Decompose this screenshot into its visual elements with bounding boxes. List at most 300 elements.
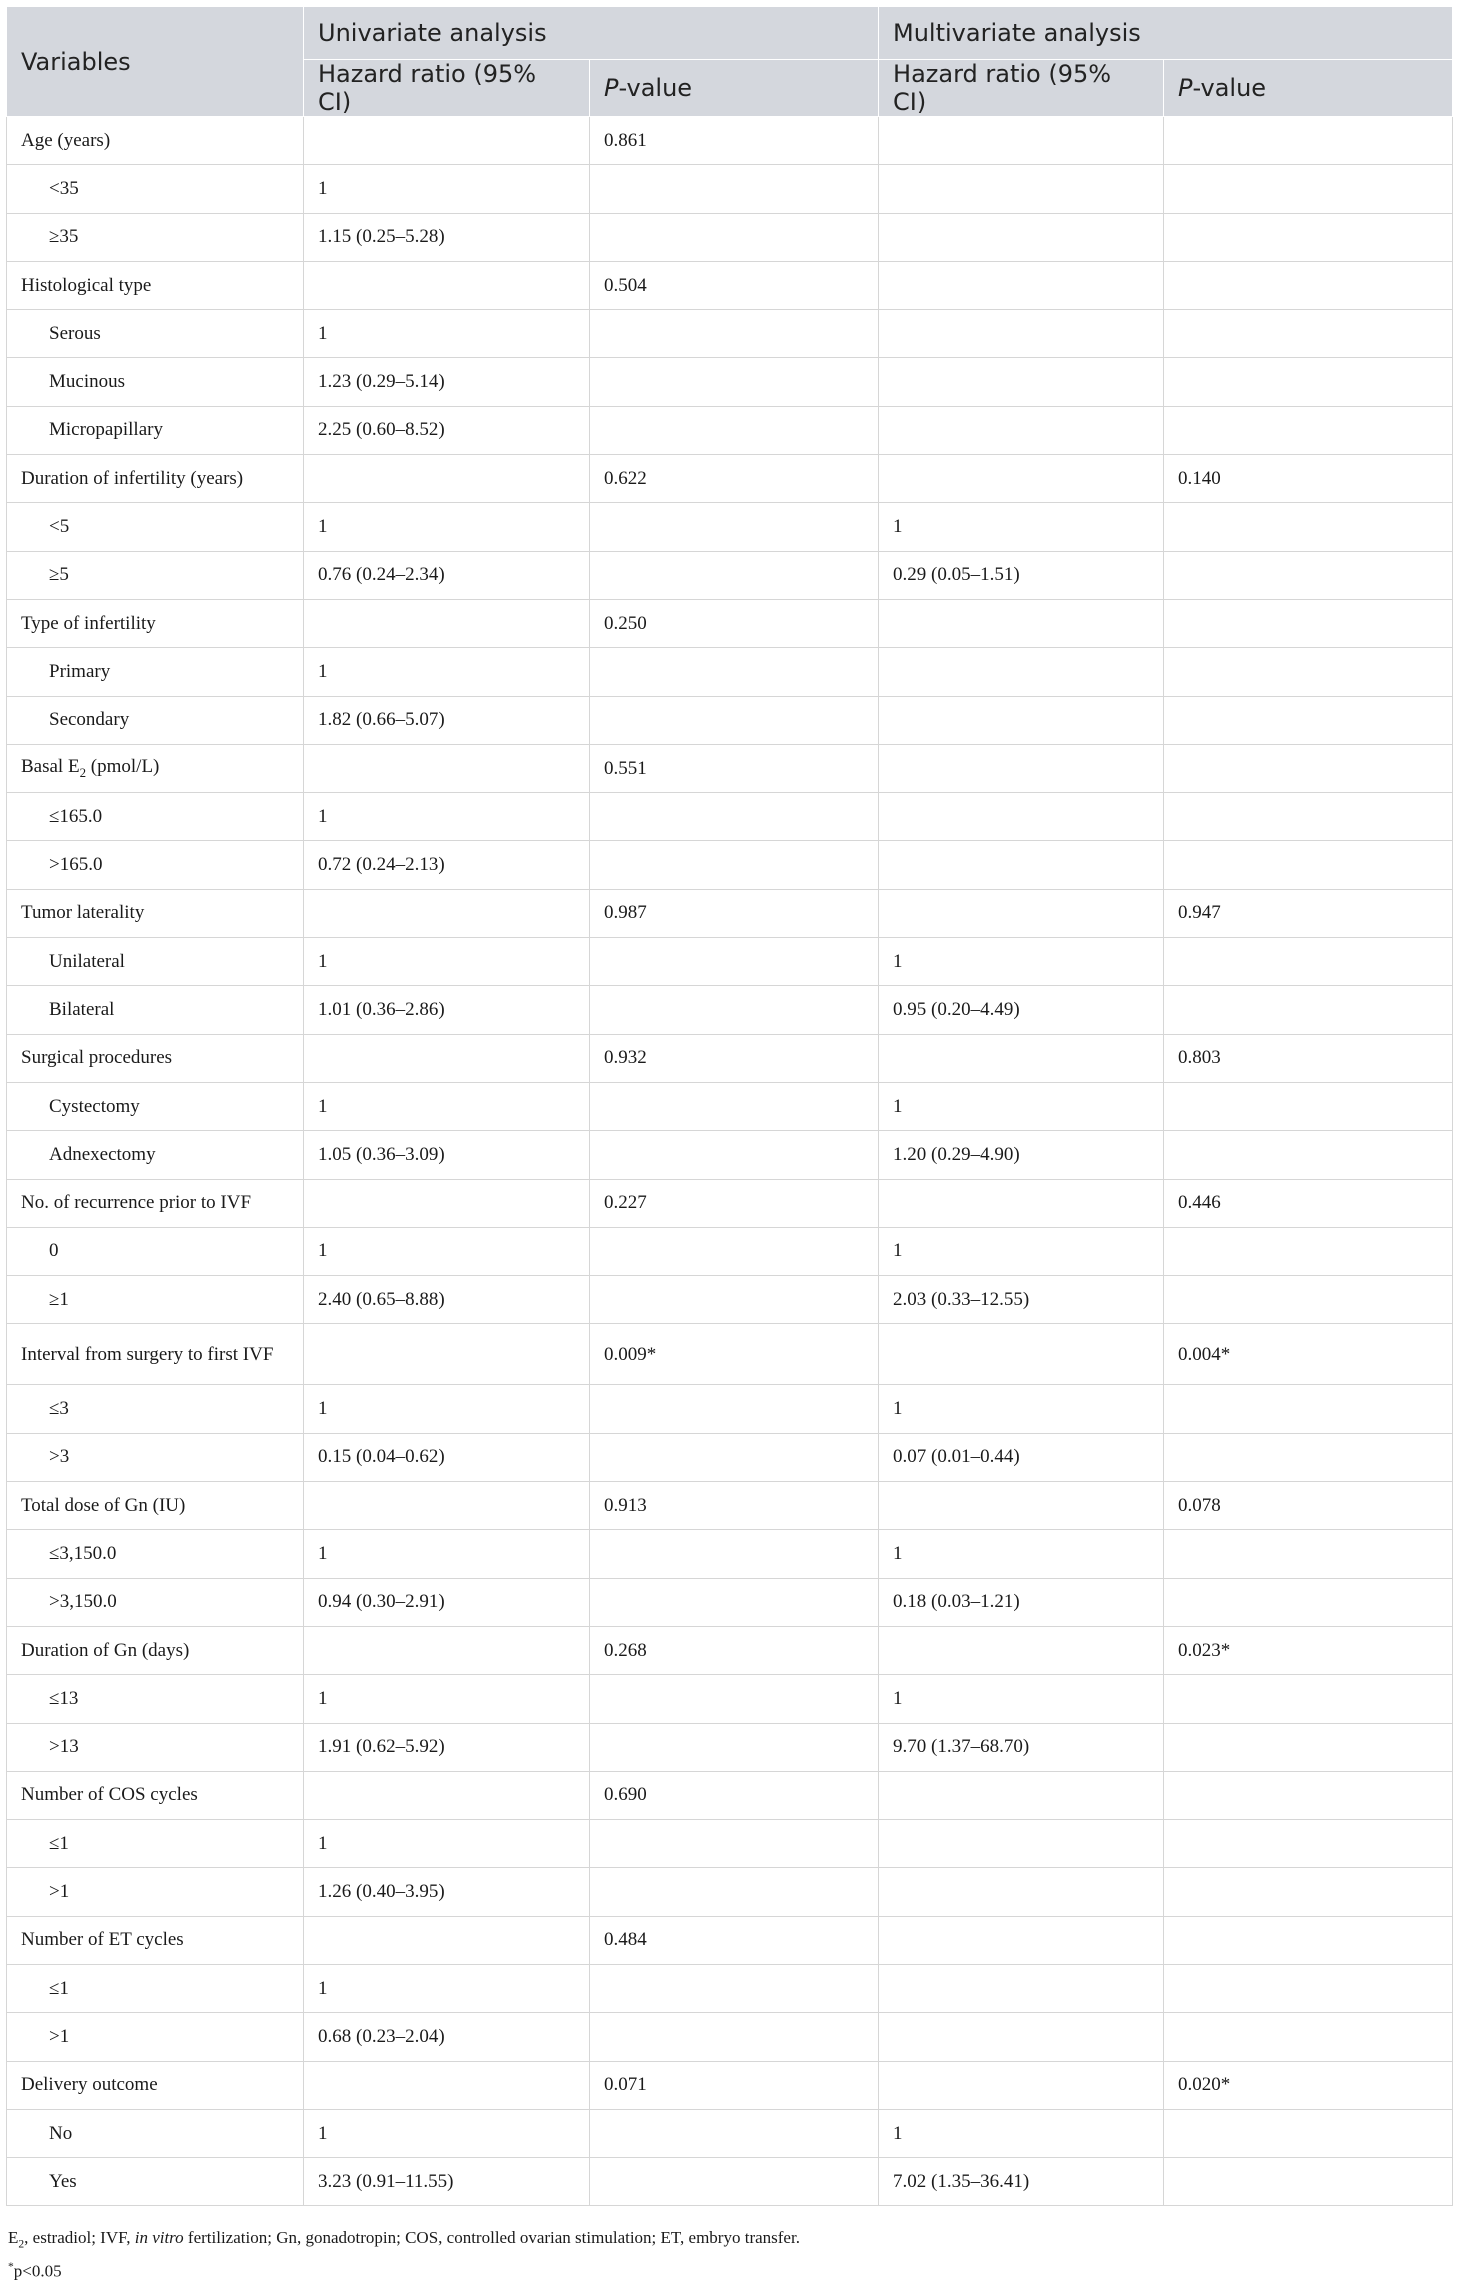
table-row [7, 889, 1453, 937]
multivariate-hr-cell [879, 1324, 1164, 1385]
table-footnotes [8, 2226, 1448, 2283]
label-text: ≥35 [49, 226, 79, 248]
label-text: ≤1 [49, 1832, 69, 1854]
header-multivariate: Multivariate analysis [879, 7, 1453, 60]
table-row [7, 986, 1453, 1034]
variable-label [7, 455, 304, 503]
label-text: Primary [49, 660, 111, 682]
univariate-hr-cell: 1 [304, 1227, 590, 1275]
header-p-letter: P [1178, 74, 1193, 102]
header-univariate-p [590, 60, 879, 117]
label-text: Number of COS cycles [21, 1784, 198, 1806]
multivariate-hr-cell: 0.18 (0.03–1.21) [879, 1578, 1164, 1626]
univariate-p-cell [590, 503, 879, 551]
univariate-hr-cell: 2.40 (0.65–8.88) [304, 1276, 590, 1324]
univariate-hr-cell [304, 1916, 590, 1964]
footnote-star-text: p<0.05 [13, 2262, 62, 2282]
multivariate-p-cell [1164, 1131, 1453, 1179]
category-label [7, 938, 304, 986]
univariate-hr-cell: 1 [304, 938, 590, 986]
table-row [7, 1131, 1453, 1179]
multivariate-p-cell [1164, 841, 1453, 889]
multivariate-p-cell [1164, 213, 1453, 261]
table-row [7, 1626, 1453, 1674]
label-text: Bilateral [49, 998, 115, 1020]
footnote-e-sub: 2 [18, 2237, 25, 2251]
label-text: Total dose of Gn (IU) [21, 1494, 186, 1516]
label-text: Micropapillary [49, 419, 163, 441]
table-row [7, 793, 1453, 841]
multivariate-p-cell: 0.004* [1164, 1324, 1453, 1385]
label-text: Interval from surgery to first IVF [21, 1343, 274, 1365]
category-label [7, 1131, 304, 1179]
univariate-p-cell [590, 648, 879, 696]
univariate-p-cell: 0.250 [590, 599, 879, 647]
multivariate-hr-cell: 1.20 (0.29–4.90) [879, 1131, 1164, 1179]
multivariate-p-cell: 0.140 [1164, 455, 1453, 503]
multivariate-p-cell [1164, 1723, 1453, 1771]
multivariate-p-cell [1164, 310, 1453, 358]
multivariate-p-cell [1164, 1675, 1453, 1723]
table-row [7, 1433, 1453, 1481]
multivariate-p-cell [1164, 744, 1453, 792]
multivariate-p-cell [1164, 599, 1453, 647]
variable-label [7, 1916, 304, 1964]
univariate-p-cell: 0.861 [590, 117, 879, 165]
univariate-p-cell [590, 406, 879, 454]
multivariate-hr-cell [879, 213, 1164, 261]
label-text: ≤13 [49, 1687, 79, 1709]
univariate-hr-cell [304, 1324, 590, 1385]
multivariate-p-cell [1164, 1964, 1453, 2012]
table-row [7, 1723, 1453, 1771]
label-text: Number of ET cycles [21, 1929, 184, 1951]
table-row [7, 744, 1453, 792]
table-row [7, 455, 1453, 503]
univariate-hr-cell: 1 [304, 1530, 590, 1578]
category-label [7, 1820, 304, 1868]
category-label [7, 310, 304, 358]
header-univariate: Univariate analysis [304, 7, 879, 60]
multivariate-p-cell [1164, 1227, 1453, 1275]
table-row [7, 1675, 1453, 1723]
univariate-hr-cell: 3.23 (0.91–11.55) [304, 2158, 590, 2206]
univariate-hr-cell: 1 [304, 1385, 590, 1433]
univariate-hr-cell [304, 2061, 590, 2109]
multivariate-p-cell [1164, 1433, 1453, 1481]
multivariate-hr-cell: 0.29 (0.05–1.51) [879, 551, 1164, 599]
multivariate-p-cell [1164, 358, 1453, 406]
multivariate-hr-cell: 0.95 (0.20–4.49) [879, 986, 1164, 1034]
table-row [7, 213, 1453, 261]
multivariate-hr-cell: 1 [879, 1385, 1164, 1433]
category-label [7, 1276, 304, 1324]
multivariate-p-cell [1164, 986, 1453, 1034]
multivariate-p-cell [1164, 406, 1453, 454]
univariate-p-cell: 0.009* [590, 1324, 879, 1385]
univariate-p-cell [590, 2013, 879, 2061]
table-row [7, 2158, 1453, 2206]
label-text: ≤3,150.0 [49, 1542, 117, 1564]
multivariate-p-cell [1164, 1578, 1453, 1626]
univariate-hr-cell: 1 [304, 648, 590, 696]
multivariate-hr-cell [879, 696, 1164, 744]
table-row [7, 1868, 1453, 1916]
univariate-hr-cell: 1 [304, 793, 590, 841]
univariate-p-cell [590, 1385, 879, 1433]
multivariate-hr-cell [879, 406, 1164, 454]
category-label [7, 503, 304, 551]
univariate-hr-cell: 1 [304, 310, 590, 358]
univariate-hr-cell: 0.94 (0.30–2.91) [304, 1578, 590, 1626]
table-header [7, 7, 1453, 117]
label-text: >1 [49, 2025, 70, 2047]
univariate-p-cell [590, 1433, 879, 1481]
univariate-hr-cell [304, 744, 590, 792]
multivariate-p-cell [1164, 793, 1453, 841]
multivariate-p-cell [1164, 551, 1453, 599]
category-label [7, 406, 304, 454]
category-label [7, 793, 304, 841]
univariate-hr-cell: 1.82 (0.66–5.07) [304, 696, 590, 744]
variable-label [7, 744, 304, 792]
table-row [7, 358, 1453, 406]
multivariate-hr-cell [879, 2061, 1164, 2109]
multivariate-p-cell [1164, 1082, 1453, 1130]
univariate-hr-cell: 2.25 (0.60–8.52) [304, 406, 590, 454]
multivariate-p-cell [1164, 165, 1453, 213]
category-label [7, 1227, 304, 1275]
variable-label [7, 1626, 304, 1674]
footnote-e: E [8, 2228, 19, 2247]
multivariate-hr-cell: 2.03 (0.33–12.55) [879, 1276, 1164, 1324]
table-row [7, 1916, 1453, 1964]
multivariate-hr-cell [879, 1626, 1164, 1674]
univariate-hr-cell: 0.72 (0.24–2.13) [304, 841, 590, 889]
category-label [7, 841, 304, 889]
category-label [7, 165, 304, 213]
multivariate-hr-cell: 7.02 (1.35–36.41) [879, 2158, 1164, 2206]
univariate-p-cell [590, 1964, 879, 2012]
multivariate-p-cell: 0.803 [1164, 1034, 1453, 1082]
multivariate-p-cell [1164, 1530, 1453, 1578]
label-text: Cystectomy [49, 1095, 140, 1117]
label-text: Duration of Gn (days) [21, 1639, 190, 1661]
variable-label [7, 1034, 304, 1082]
univariate-p-cell [590, 1227, 879, 1275]
univariate-hr-cell: 1 [304, 165, 590, 213]
header-p-rest: -value [618, 74, 693, 102]
multivariate-hr-cell [879, 599, 1164, 647]
univariate-hr-cell: 1.26 (0.40–3.95) [304, 1868, 590, 1916]
univariate-p-cell [590, 986, 879, 1034]
multivariate-p-cell [1164, 2109, 1453, 2157]
category-label [7, 2158, 304, 2206]
label-text: Secondary [49, 709, 130, 731]
univariate-hr-cell: 1 [304, 503, 590, 551]
univariate-p-cell: 0.504 [590, 261, 879, 309]
table-row [7, 1482, 1453, 1530]
category-label [7, 1530, 304, 1578]
univariate-hr-cell [304, 261, 590, 309]
univariate-p-cell: 0.932 [590, 1034, 879, 1082]
multivariate-hr-cell [879, 1034, 1164, 1082]
label-text: <35 [49, 177, 79, 199]
univariate-hr-cell [304, 1034, 590, 1082]
category-label [7, 1964, 304, 2012]
univariate-hr-cell: 1 [304, 1675, 590, 1723]
footnote-star: * [8, 2260, 14, 2274]
category-label [7, 551, 304, 599]
univariate-hr-cell: 0.76 (0.24–2.34) [304, 551, 590, 599]
label-text: Delivery outcome [21, 2074, 158, 2096]
multivariate-hr-cell [879, 455, 1164, 503]
label-text: Basal E [21, 756, 80, 778]
univariate-hr-cell [304, 455, 590, 503]
multivariate-p-cell [1164, 1771, 1453, 1819]
category-label [7, 696, 304, 744]
category-label [7, 648, 304, 696]
variable-label [7, 1324, 304, 1385]
univariate-p-cell [590, 1082, 879, 1130]
label-text: Mucinous [49, 371, 125, 393]
univariate-p-cell [590, 1530, 879, 1578]
univariate-hr-cell [304, 1482, 590, 1530]
univariate-hr-cell: 1.15 (0.25–5.28) [304, 213, 590, 261]
label-text: ≥1 [49, 1288, 69, 1310]
multivariate-hr-cell [879, 1916, 1164, 1964]
label-text: >13 [49, 1736, 79, 1758]
univariate-p-cell [590, 938, 879, 986]
table-row [7, 2013, 1453, 2061]
multivariate-p-cell [1164, 1385, 1453, 1433]
multivariate-hr-cell: 1 [879, 938, 1164, 986]
multivariate-hr-cell [879, 648, 1164, 696]
label-text: No [49, 2122, 73, 2144]
multivariate-p-cell [1164, 261, 1453, 309]
category-label [7, 1433, 304, 1481]
label-text: Yes [49, 2170, 77, 2192]
multivariate-hr-cell [879, 1868, 1164, 1916]
univariate-hr-cell [304, 599, 590, 647]
univariate-p-cell [590, 1675, 879, 1723]
univariate-p-cell [590, 1723, 879, 1771]
multivariate-hr-cell [879, 2013, 1164, 2061]
table-row [7, 117, 1453, 165]
category-label [7, 2109, 304, 2157]
category-label [7, 2013, 304, 2061]
univariate-p-cell [590, 551, 879, 599]
univariate-hr-cell [304, 1771, 590, 1819]
multivariate-p-cell [1164, 503, 1453, 551]
univariate-p-cell [590, 165, 879, 213]
univariate-p-cell [590, 213, 879, 261]
label-text: Histological type [21, 274, 152, 296]
header-multivariate-p [1164, 60, 1453, 117]
label-text: ≤165.0 [49, 805, 103, 827]
table-row [7, 1578, 1453, 1626]
table-row [7, 1082, 1453, 1130]
multivariate-p-cell: 0.023* [1164, 1626, 1453, 1674]
univariate-p-cell [590, 1820, 879, 1868]
univariate-hr-cell: 1 [304, 1964, 590, 2012]
label-text: >1 [49, 1881, 70, 1903]
univariate-p-cell: 0.268 [590, 1626, 879, 1674]
variable-label [7, 889, 304, 937]
header-p-letter: P [604, 74, 619, 102]
label-text: Surgical procedures [21, 1047, 173, 1069]
multivariate-hr-cell: 1 [879, 2109, 1164, 2157]
header-univariate-hr: Hazard ratio (95% CI) [304, 60, 590, 117]
multivariate-p-cell: 0.446 [1164, 1179, 1453, 1227]
univariate-p-cell [590, 696, 879, 744]
table-body [7, 117, 1453, 2206]
univariate-hr-cell [304, 117, 590, 165]
table-row [7, 938, 1453, 986]
label-text: Duration of infertility (years) [21, 467, 244, 489]
table-row [7, 1324, 1453, 1385]
univariate-p-cell: 0.690 [590, 1771, 879, 1819]
univariate-p-cell: 0.913 [590, 1482, 879, 1530]
multivariate-hr-cell [879, 165, 1164, 213]
univariate-p-cell [590, 793, 879, 841]
multivariate-hr-cell [879, 744, 1164, 792]
multivariate-p-cell [1164, 696, 1453, 744]
univariate-p-cell [590, 310, 879, 358]
table-row [7, 599, 1453, 647]
label-text: Unilateral [49, 950, 125, 972]
table-row [7, 551, 1453, 599]
table-row [7, 1227, 1453, 1275]
category-label [7, 358, 304, 406]
label-text: 0 [49, 1240, 59, 1262]
multivariate-hr-cell: 1 [879, 1082, 1164, 1130]
multivariate-p-cell [1164, 117, 1453, 165]
multivariate-hr-cell: 9.70 (1.37–68.70) [879, 1723, 1164, 1771]
multivariate-hr-cell: 1 [879, 1530, 1164, 1578]
table-row [7, 1276, 1453, 1324]
univariate-p-cell [590, 1578, 879, 1626]
table-row [7, 165, 1453, 213]
table-row [7, 1179, 1453, 1227]
variable-label [7, 1771, 304, 1819]
category-label [7, 1723, 304, 1771]
variable-label [7, 261, 304, 309]
table-row [7, 2061, 1453, 2109]
multivariate-hr-cell [879, 1964, 1164, 2012]
label-text: Serous [49, 322, 101, 344]
univariate-hr-cell: 1.05 (0.36–3.09) [304, 1131, 590, 1179]
label-text: >165.0 [49, 854, 103, 876]
label-text: ≤3 [49, 1398, 69, 1420]
label-suffix: (pmol/L) [86, 756, 160, 778]
univariate-hr-cell [304, 1626, 590, 1674]
label-text: No. of recurrence prior to IVF [21, 1192, 252, 1214]
table-row [7, 310, 1453, 358]
univariate-p-cell [590, 841, 879, 889]
table-row [7, 1530, 1453, 1578]
table-row [7, 1771, 1453, 1819]
multivariate-p-cell [1164, 2158, 1453, 2206]
category-label [7, 1385, 304, 1433]
variable-label [7, 117, 304, 165]
univariate-hr-cell: 1 [304, 2109, 590, 2157]
multivariate-p-cell [1164, 648, 1453, 696]
variable-label [7, 1482, 304, 1530]
multivariate-hr-cell [879, 117, 1164, 165]
table-row [7, 1034, 1453, 1082]
univariate-hr-cell: 1.01 (0.36–2.86) [304, 986, 590, 1034]
footnote-abbreviations [8, 2226, 1448, 2255]
multivariate-hr-cell [879, 261, 1164, 309]
multivariate-hr-cell [879, 1179, 1164, 1227]
table-row [7, 261, 1453, 309]
footnote-part2: fertilization; Gn, gonadotropin; COS, controlled ovarian stimulation; ET, embryo transfer. [183, 2228, 800, 2247]
multivariate-p-cell [1164, 1820, 1453, 1868]
category-label [7, 1578, 304, 1626]
univariate-p-cell [590, 358, 879, 406]
category-label [7, 986, 304, 1034]
table-row [7, 841, 1453, 889]
results-table-container [6, 6, 1452, 2206]
univariate-p-cell [590, 2109, 879, 2157]
header-p-rest: -value [1192, 74, 1267, 102]
multivariate-hr-cell [879, 310, 1164, 358]
multivariate-p-cell [1164, 2013, 1453, 2061]
univariate-p-cell: 0.227 [590, 1179, 879, 1227]
univariate-p-cell: 0.071 [590, 2061, 879, 2109]
univariate-hr-cell: 1.91 (0.62–5.92) [304, 1723, 590, 1771]
label-text: ≥5 [49, 564, 69, 586]
univariate-hr-cell: 0.68 (0.23–2.04) [304, 2013, 590, 2061]
multivariate-hr-cell: 1 [879, 503, 1164, 551]
table-row [7, 2109, 1453, 2157]
univariate-hr-cell: 0.15 (0.04–0.62) [304, 1433, 590, 1481]
table-row [7, 406, 1453, 454]
label-text: >3,150.0 [49, 1591, 117, 1613]
table-row [7, 648, 1453, 696]
table-row [7, 696, 1453, 744]
univariate-p-cell: 0.484 [590, 1916, 879, 1964]
multivariate-p-cell: 0.947 [1164, 889, 1453, 937]
univariate-p-cell: 0.622 [590, 455, 879, 503]
category-label [7, 213, 304, 261]
label-text: Type of infertility [21, 612, 156, 634]
multivariate-p-cell [1164, 1916, 1453, 1964]
variable-label [7, 599, 304, 647]
univariate-hr-cell: 1.23 (0.29–5.14) [304, 358, 590, 406]
footnote-italic: in vitro [134, 2228, 184, 2247]
variable-label [7, 2061, 304, 2109]
footnote-part1: , estradiol; IVF, [24, 2228, 135, 2247]
label-subscript: 2 [79, 764, 87, 780]
category-label [7, 1868, 304, 1916]
univariate-p-cell [590, 1131, 879, 1179]
multivariate-hr-cell: 1 [879, 1227, 1164, 1275]
label-text: Age (years) [21, 129, 111, 151]
category-label [7, 1675, 304, 1723]
multivariate-p-cell: 0.078 [1164, 1482, 1453, 1530]
univariate-p-cell [590, 1868, 879, 1916]
table-row [7, 503, 1453, 551]
header-multivariate-hr: Hazard ratio (95% CI) [879, 60, 1164, 117]
multivariate-p-cell [1164, 1868, 1453, 1916]
multivariate-hr-cell [879, 1482, 1164, 1530]
univariate-hr-cell [304, 1179, 590, 1227]
hazard-ratio-table [6, 6, 1453, 2206]
label-text: Tumor laterality [21, 902, 145, 924]
variable-label [7, 1179, 304, 1227]
